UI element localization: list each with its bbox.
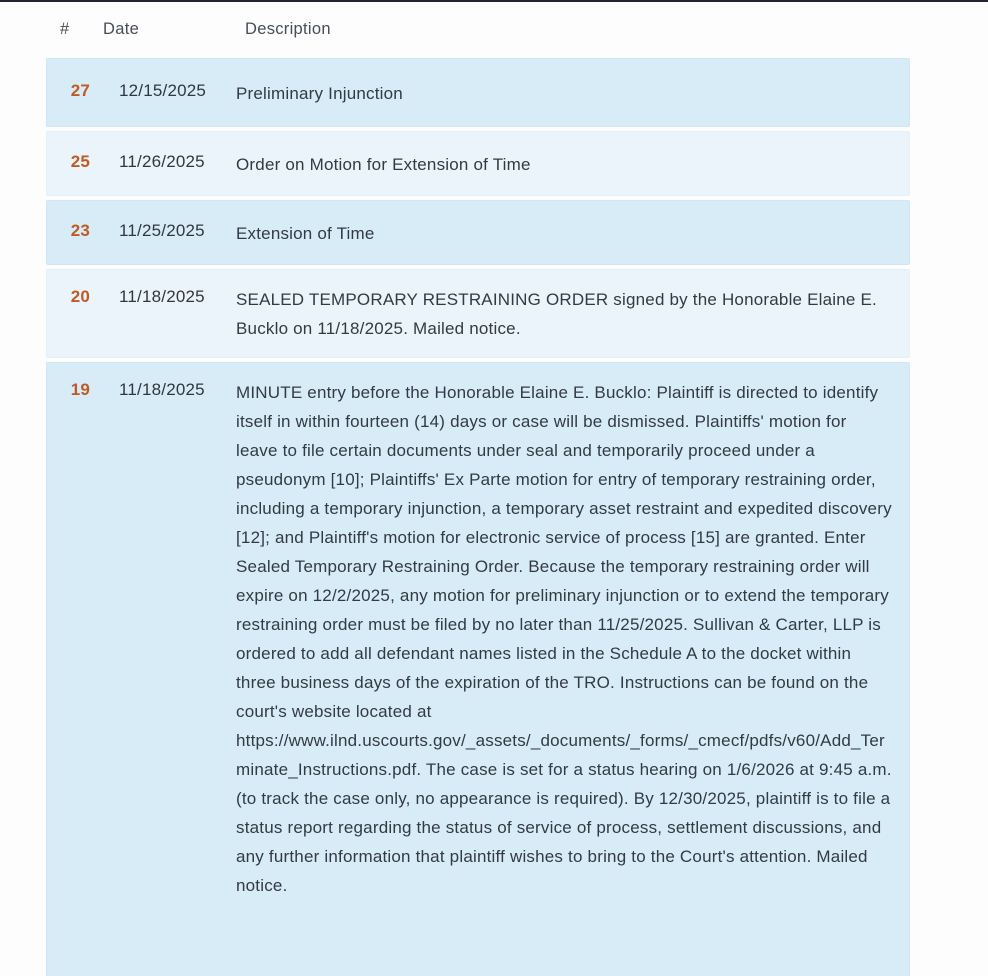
docket-entry-date: 11/26/2025 [119,152,205,171]
docket-entry-description: Extension of Time [236,224,375,243]
docket-entry-date: 11/18/2025 [119,287,205,306]
docket-entry-description: Order on Motion for Extension of Time [236,155,531,174]
docket-table-header [0,2,988,58]
docket-row-23[interactable] [46,200,910,265]
docket-entry-date: 11/18/2025 [119,380,205,399]
docket-row-19[interactable] [46,362,910,976]
docket-entry-number: 27 [70,81,90,100]
column-header-description: Description [245,20,331,38]
docket-rows-list [0,58,988,976]
docket-row-27[interactable] [46,58,910,127]
docket-entry-number: 20 [70,287,90,306]
column-header-date: Date [103,20,140,38]
column-header-number: # [60,20,70,38]
docket-entry-description: MINUTE entry before the Honorable Elaine E. Bucklo: Plaintiff is directed to identify itself in within fourteen (14) days or case will be dismissed. Plaintiffs' motion for leave to file certain documents under seal and temporarily proceed under a pseudonym [10]; Plaintiffs' Ex Parte motion for entry of temporary restraining order, including a temporary injunction, a temporary asset restraint and expedited discovery [12]; and Plaintiff's motion for electronic service of process [15] are granted. Enter Sealed Temporary Restraining Order. Because the temporary restraining order will expire on 12/2/2025, any motion for preliminary injunction or to extend the temporary restraining order must be filed by no later than 11/25/2025. Sullivan & Carter, LLP is ordered to add all defendant names listed in the Schedule A to the docket within three business days of the expiration of the TRO. Instructions can be found on the court's website located at https://www.ilnd.uscourts.gov/_assets/_documents/_forms/_cmecf/pdfs/v60/Add_Terminate_Instructions.pdf. The case is set for a status hearing on 1/6/2026 at 9:45 a.m. (to track the case only, no appearance is required). By 12/30/2025, plaintiff is to file a status report regarding the status of service of process, settlement discussions, and any further information that plaintiff wishes to bring to the Court's attention. Mailed notice. [236,383,892,895]
docket-entry-description: Preliminary Injunction [236,84,403,103]
docket-row-25[interactable] [46,131,910,196]
docket-entry-date: 12/15/2025 [119,81,207,100]
docket-entry-number: 19 [70,380,90,399]
docket-entry-number: 25 [70,152,90,171]
docket-entry-date: 11/25/2025 [119,221,205,240]
docket-row-20[interactable] [46,269,910,358]
docket-entry-description: SEALED TEMPORARY RESTRAINING ORDER signed by the Honorable Elaine E. Bucklo on 11/18/2025. Mailed notice. [236,290,877,338]
docket-entry-number: 23 [70,221,90,240]
